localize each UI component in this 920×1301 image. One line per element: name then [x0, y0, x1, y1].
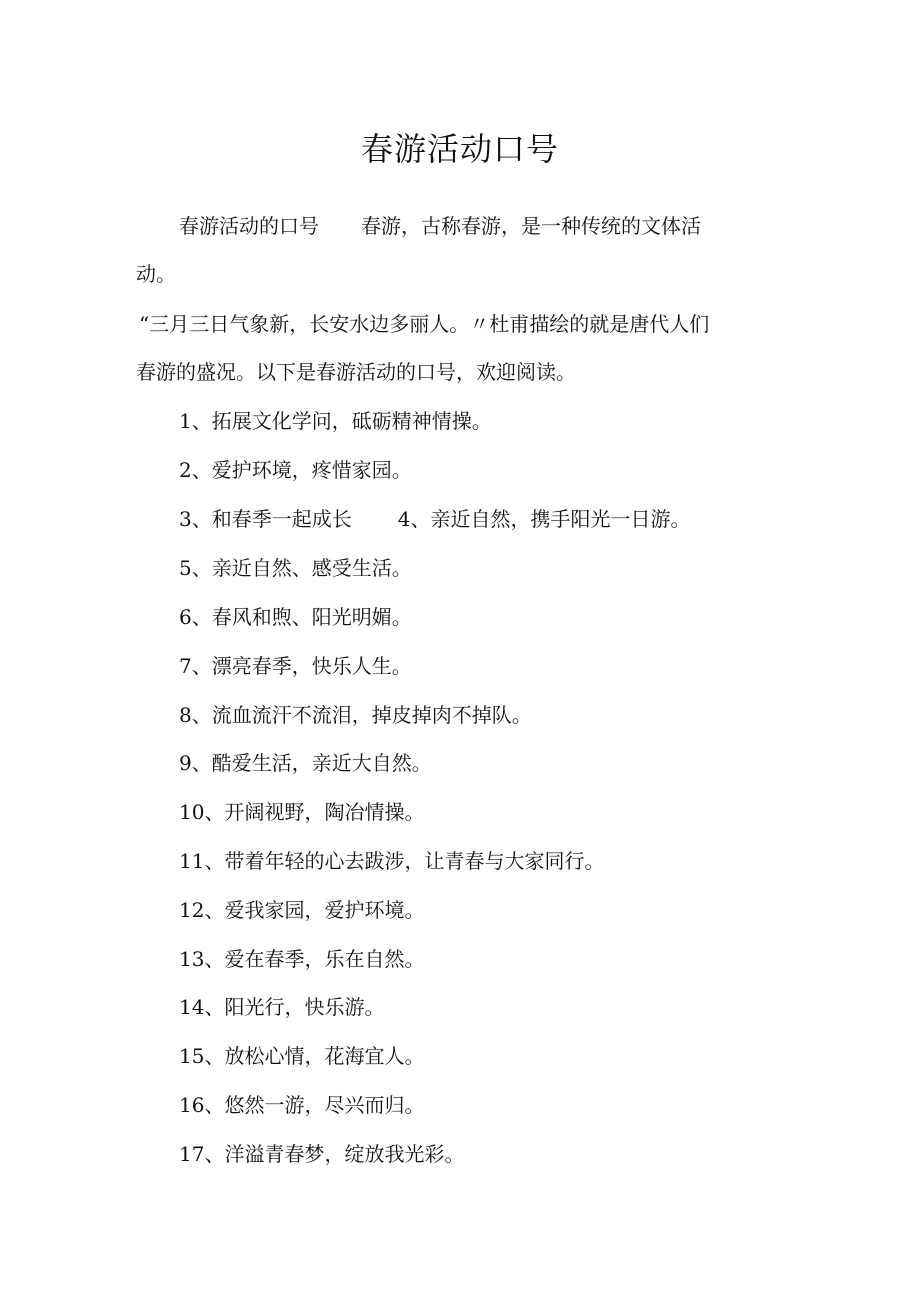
intro-line-2: 动。: [136, 262, 176, 286]
intro-heading-text: 春游活动的口号: [179, 214, 319, 238]
document-title: 春游活动口号: [360, 130, 559, 168]
slogan-item: 1、拓展文化学问，砥砺精神情操。: [179, 409, 492, 433]
slogan-item: 15、放松心情，花海宜人。: [179, 1044, 425, 1068]
intro-line-1: [179, 212, 701, 240]
slogan-item: 16、悠然一游，尽兴而归。: [179, 1093, 425, 1117]
slogan-item: 4、亲近自然，携手阳光一日游。: [397, 507, 691, 531]
slogan-item: 9、酷爱生活，亲近大自然。: [179, 751, 432, 775]
intro-text: 春游，古称春游，是一种传统的文体活: [361, 214, 701, 238]
slogan-item: 14、阳光行，快乐游。: [179, 995, 385, 1019]
intro-line-3: “三月三日气象新，长安水边多丽人。〃杜甫描绘的就是唐代人们: [139, 312, 710, 336]
slogan-item: 12、爱我家园，爱护环境。: [179, 898, 425, 922]
slogan-item: 5、亲近自然、感受生活。: [179, 556, 412, 580]
slogan-item: 8、流血流汗不流泪，掉皮掉肉不掉队。: [179, 703, 532, 727]
slogan-item: 13、爱在春季，乐在自然。: [179, 947, 425, 971]
slogan-item: 10、开阔视野，陶冶情操。: [179, 800, 425, 824]
slogan-item-combined: [179, 505, 690, 533]
slogan-item: 11、带着年轻的心去跋涉，让青春与大家同行。: [179, 849, 605, 873]
slogan-item: 2、爱护环境，疼惜家园。: [179, 458, 412, 482]
slogan-item: 6、春风和煦、阳光明媚。: [179, 605, 412, 629]
slogan-item: 17、洋溢青春梦，绽放我光彩。: [179, 1142, 465, 1166]
intro-line-4: 春游的盛况。以下是春游活动的口号，欢迎阅读。: [136, 360, 576, 384]
slogan-item: 3、和春季一起成长: [179, 507, 352, 531]
slogan-item: 7、漂亮春季，快乐人生。: [179, 654, 412, 678]
